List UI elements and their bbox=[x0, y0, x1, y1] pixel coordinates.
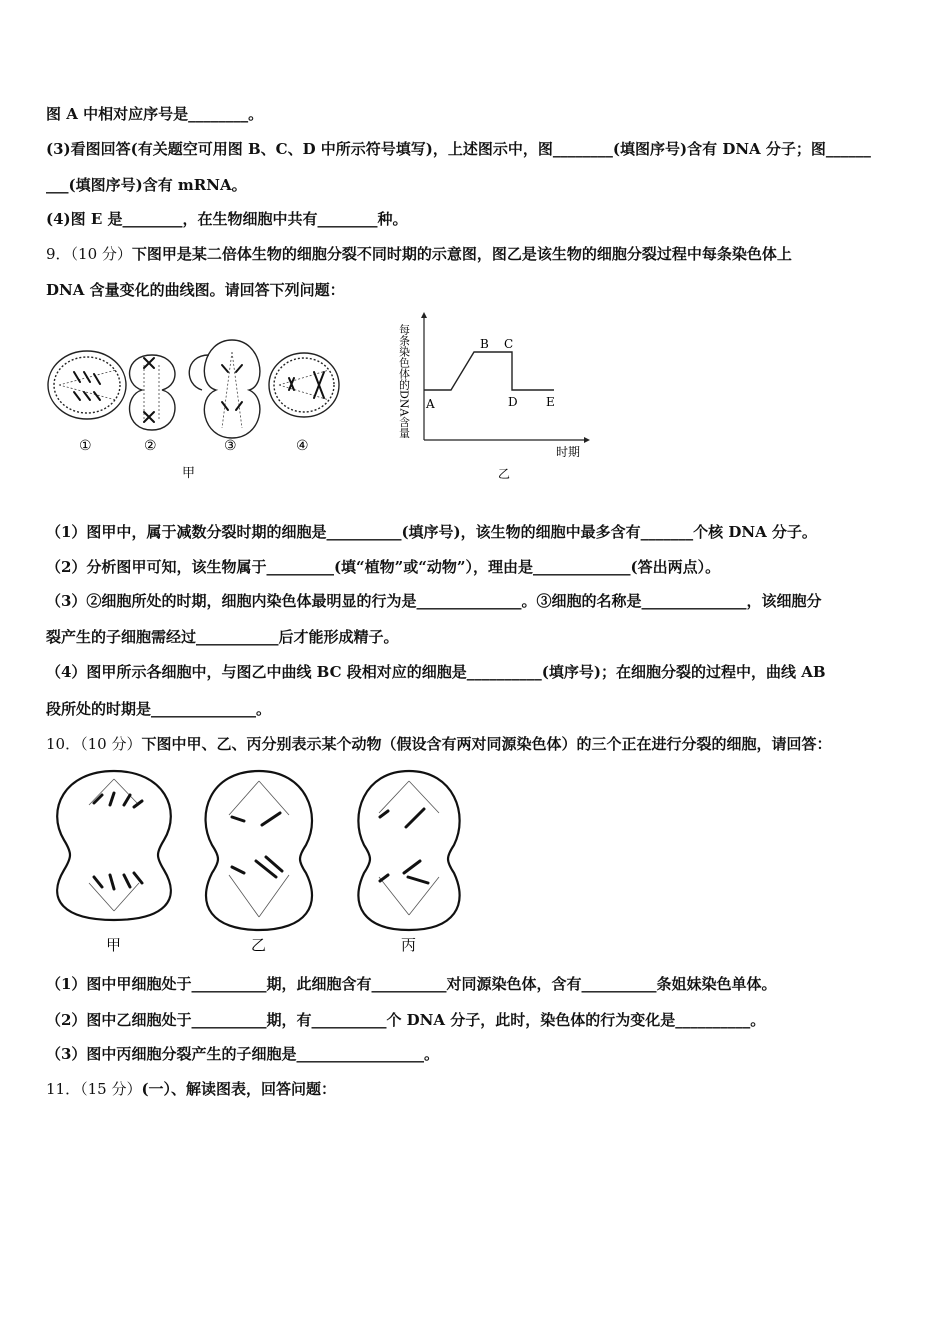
question-9-part-2: （2）分析图甲可知，该生物属于_________(填“植物”或“动物”），理由是_____________(答出两点）。 bbox=[46, 558, 721, 576]
question-9-part-1: （1）图甲中，属于减数分裂时期的细胞是__________(填序号)，该生物的细胞中最多含有_______个核 DNA 分子。 bbox=[46, 523, 817, 541]
cell-label-2: ② bbox=[144, 438, 157, 454]
figure-9-caption-jia: 甲 bbox=[182, 466, 196, 480]
figure-9-caption-yi: 乙 bbox=[498, 467, 511, 481]
cell-3 bbox=[204, 340, 260, 438]
x-axis-label: 时期 bbox=[556, 445, 581, 459]
question-9-part-3b: 裂产生的子细胞需经过___________后才能形成精子。 bbox=[46, 628, 399, 646]
text-line-3: ___(填图序号)含有 mRNA。 bbox=[46, 176, 247, 194]
figure-9-yi bbox=[396, 310, 596, 485]
figure-10-caption-jia: 甲 bbox=[106, 936, 122, 954]
question-9-part-3a: （3）②细胞所处的时期，细胞内染色体最明显的行为是______________。③细胞的名称是______________，该细胞分 bbox=[46, 592, 822, 610]
text-line-2: (3)看图回答(有关题空可用图 B、C、D 中所示符号填写)，上述图示中，图________(填图序号)含有 DNA 分子；图______ bbox=[46, 140, 871, 158]
question-9-number: 9．（10 分） bbox=[46, 245, 132, 263]
point-d: D bbox=[508, 395, 518, 409]
point-e: E bbox=[546, 395, 555, 409]
point-b: B bbox=[480, 337, 489, 351]
text-line-4: (4)图 E 是________，在生物细胞中共有________种。 bbox=[46, 210, 408, 228]
question-9-part-4a: （4）图甲所示各细胞中，与图乙中曲线 BC 段相对应的细胞是__________(填序号)；在细胞分裂的过程中，曲线 AB bbox=[46, 663, 826, 681]
cell-label-3: ③ bbox=[224, 438, 237, 454]
question-11-stem bbox=[46, 1079, 910, 1099]
question-9-stem bbox=[46, 244, 910, 264]
cell-label-1: ① bbox=[79, 438, 92, 454]
figure-10-caption-bing: 丙 bbox=[401, 936, 417, 954]
question-10-part-1: （1）图中甲细胞处于__________期，此细胞含有__________对同源染色体，含有__________条姐妹染色单体。 bbox=[46, 975, 777, 993]
figure-9-jia bbox=[44, 330, 344, 480]
question-10-part-2: （2）图中乙细胞处于__________期，有__________个 DNA 分子，此时，染色体的行为变化是__________。 bbox=[46, 1011, 766, 1029]
question-10-stem bbox=[46, 734, 910, 754]
question-9-stem-2: DNA 含量变化的曲线图。请回答下列问题： bbox=[46, 281, 345, 299]
cell-bing bbox=[358, 771, 459, 930]
question-10-number: 10．（10 分） bbox=[46, 735, 142, 753]
point-c: C bbox=[504, 337, 514, 351]
question-10-part-3: （3）图中丙细胞分裂产生的子细胞是_________________。 bbox=[46, 1045, 439, 1063]
question-9-part-4b: 段所处的时期是______________。 bbox=[46, 700, 272, 718]
figure-10 bbox=[44, 765, 474, 955]
question-11-text: (一）、解读图表，回答问题： bbox=[141, 1080, 337, 1098]
dna-curve bbox=[424, 352, 554, 390]
question-11-number: 11．（15 分） bbox=[46, 1080, 142, 1098]
question-9-text: 下图甲是某二倍体生物的细胞分裂不同时期的示意图，图乙是该生物的细胞分裂过程中每条染色体上 bbox=[131, 245, 792, 263]
cell-label-4: ④ bbox=[296, 438, 309, 454]
figure-10-caption-yi: 乙 bbox=[251, 936, 267, 954]
text-line-1: 图 A 中相对应序号是________。 bbox=[46, 105, 264, 123]
y-axis-label: 每条染色体的DNA含量 bbox=[397, 324, 411, 439]
question-10-text: 下图中甲、乙、丙分别表示某个动物（假设含有两对同源染色体）的三个正在进行分裂的细胞，请回答： bbox=[141, 735, 832, 753]
point-a: A bbox=[426, 397, 435, 411]
cell-yi bbox=[206, 771, 312, 930]
